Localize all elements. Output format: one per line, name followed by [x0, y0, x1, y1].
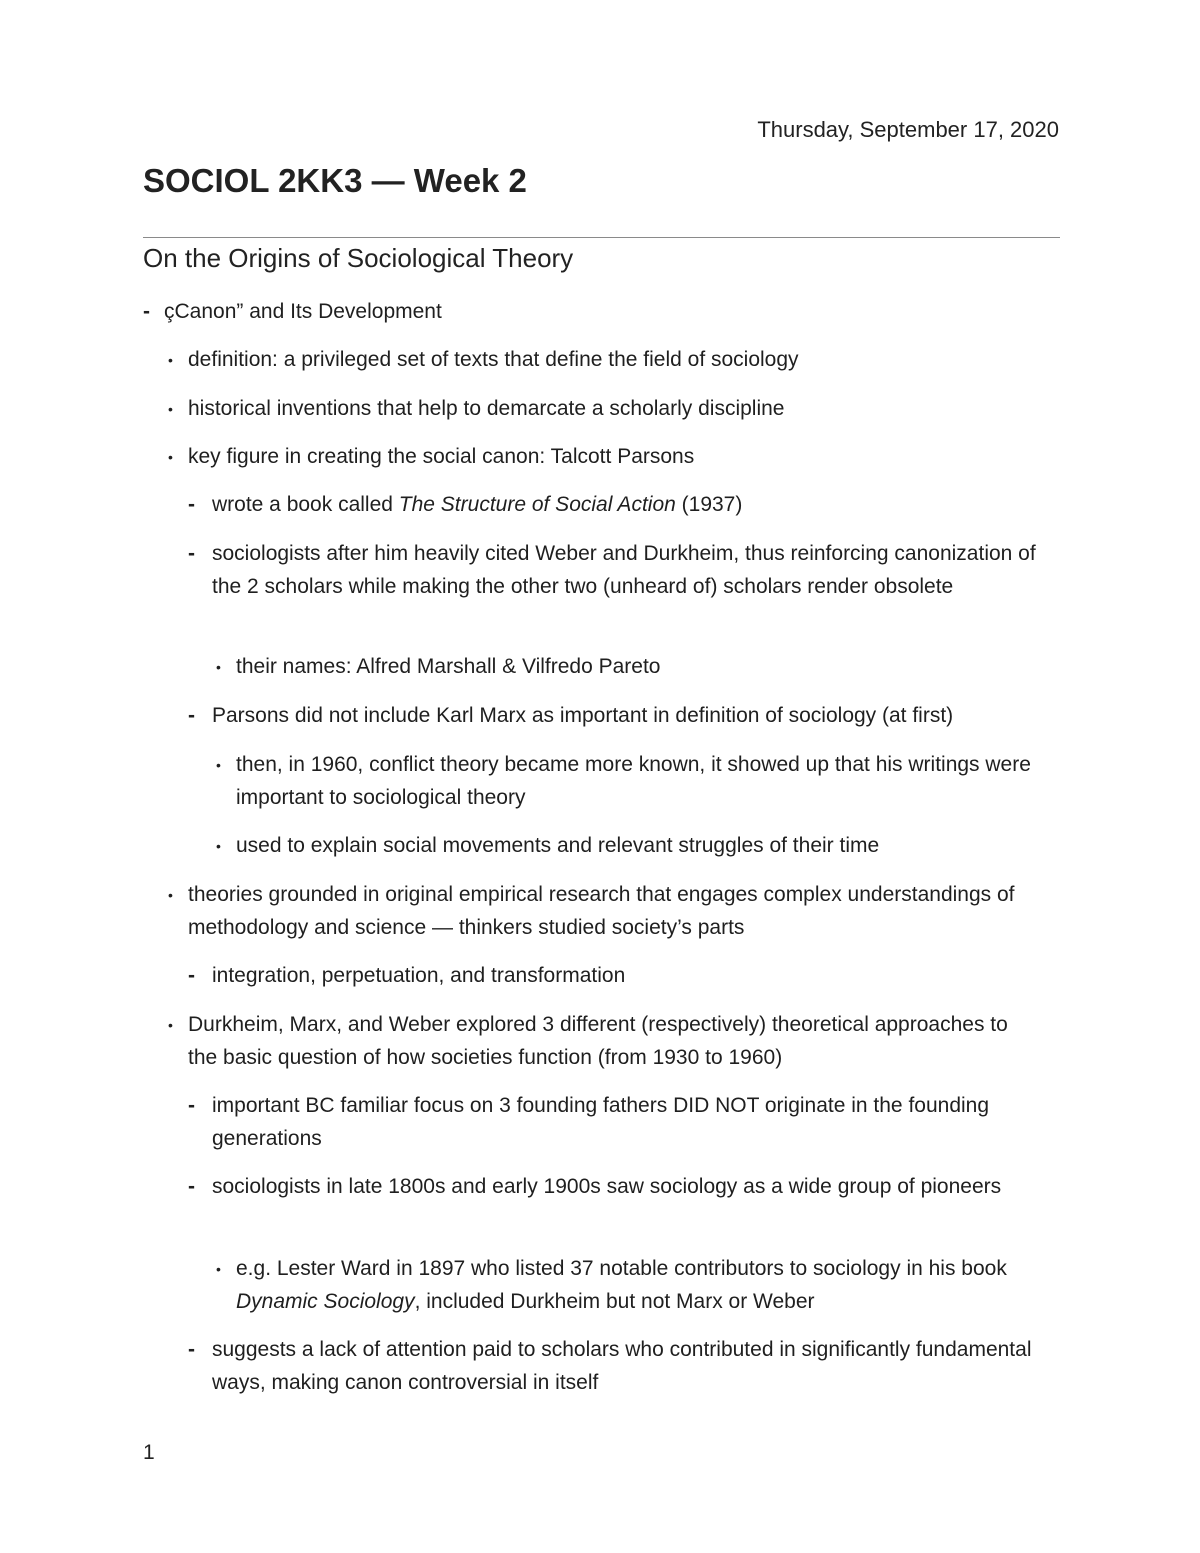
bullet-marker: •: [168, 1017, 173, 1033]
ward-text-end: , included Durkheim but not Marx or Weber: [414, 1290, 815, 1313]
ward-text: e.g. Lester Ward in 1897 who listed 37 notable contributors to sociology in his book: [236, 1257, 1007, 1280]
list-item-durkheim-marx-weber: Durkheim, Marx, and Weber explored 3 different (respectively) theoretical approaches to the basic question of how societies function (from 1930 to 1960): [188, 1013, 1008, 1069]
section-heading: On the Origins of Sociological Theory: [143, 243, 574, 273]
list-item-key-figure: key figure in creating the social canon: Talcott Parsons: [188, 445, 695, 468]
list-item-sociologists-late: sociologists in late 1800s and early 1900s saw sociology as a wide group of pioneers: [212, 1175, 1002, 1198]
dash-marker: -: [188, 704, 195, 727]
bullet-marker: •: [168, 352, 173, 368]
list-item-parsons-marx: Parsons did not include Karl Marx as important in definition of sociology (at first): [212, 704, 954, 727]
list-item-used-to-explain: used to explain social movements and relevant struggles of their time: [236, 834, 880, 857]
bullet-marker: •: [168, 401, 173, 417]
wrote-text: wrote a book called: [212, 493, 399, 516]
ward-book-title: Dynamic Sociology: [236, 1290, 415, 1313]
list-item-sociologists-after: sociologists after him heavily cited Weber and Durkheim, thus reinforcing canonization of the 2 scholars while making the other two (unheard of) scholars render obsolete: [212, 542, 1036, 598]
list-item-their-names: their names: Alfred Marshall & Vilfredo Pareto: [236, 655, 661, 678]
list-item-theories-grounded: theories grounded in original empirical research that engages complex understandings of methodology and science — thinkers studied society’s parts: [188, 883, 1015, 939]
dash-marker: -: [188, 542, 195, 565]
book-title: The Structure of Social Action: [398, 493, 676, 516]
bullet-marker: •: [168, 887, 173, 903]
dash-marker: -: [188, 1175, 195, 1198]
dash-marker: -: [143, 300, 150, 323]
dash-marker: -: [188, 1094, 195, 1117]
list-item-wrote-book: [212, 488, 1052, 521]
list-item-definition: definition: a privileged set of texts that define the field of sociology: [188, 348, 799, 371]
bullet-marker: •: [216, 659, 221, 675]
list-item-historical: historical inventions that help to demarcate a scholarly discipline: [188, 397, 785, 420]
list-item-integration: integration, perpetuation, and transformation: [212, 964, 626, 987]
list-item-then-1960: then, in 1960, conflict theory became more known, it showed up that his writings were important to sociological theory: [236, 753, 1031, 809]
dash-marker: -: [188, 964, 195, 987]
bullet-marker: •: [168, 449, 173, 465]
wrote-year: (1937): [675, 493, 743, 516]
list-item-canon-development: çCanon” and Its Development: [164, 300, 442, 323]
page-number: 1: [143, 1441, 155, 1464]
list-item-important-bc: important BC familiar focus on 3 founding fathers DID NOT originate in the founding generations: [212, 1094, 990, 1150]
list-item-lester-ward: [236, 1252, 1060, 1318]
header-divider: [143, 237, 1060, 238]
bullet-marker: •: [216, 1261, 221, 1277]
document-date: Thursday, September 17, 2020: [757, 117, 1059, 142]
dash-marker: -: [188, 1338, 195, 1361]
dash-marker: -: [188, 493, 195, 516]
bullet-marker: •: [216, 838, 221, 854]
page-title: SOCIOL 2KK3 — Week 2: [143, 162, 527, 199]
bullet-marker: •: [216, 757, 221, 773]
list-item-suggests: suggests a lack of attention paid to scholars who contributed in significantly fundamental ways, making canon controversial in itself: [212, 1338, 1032, 1394]
